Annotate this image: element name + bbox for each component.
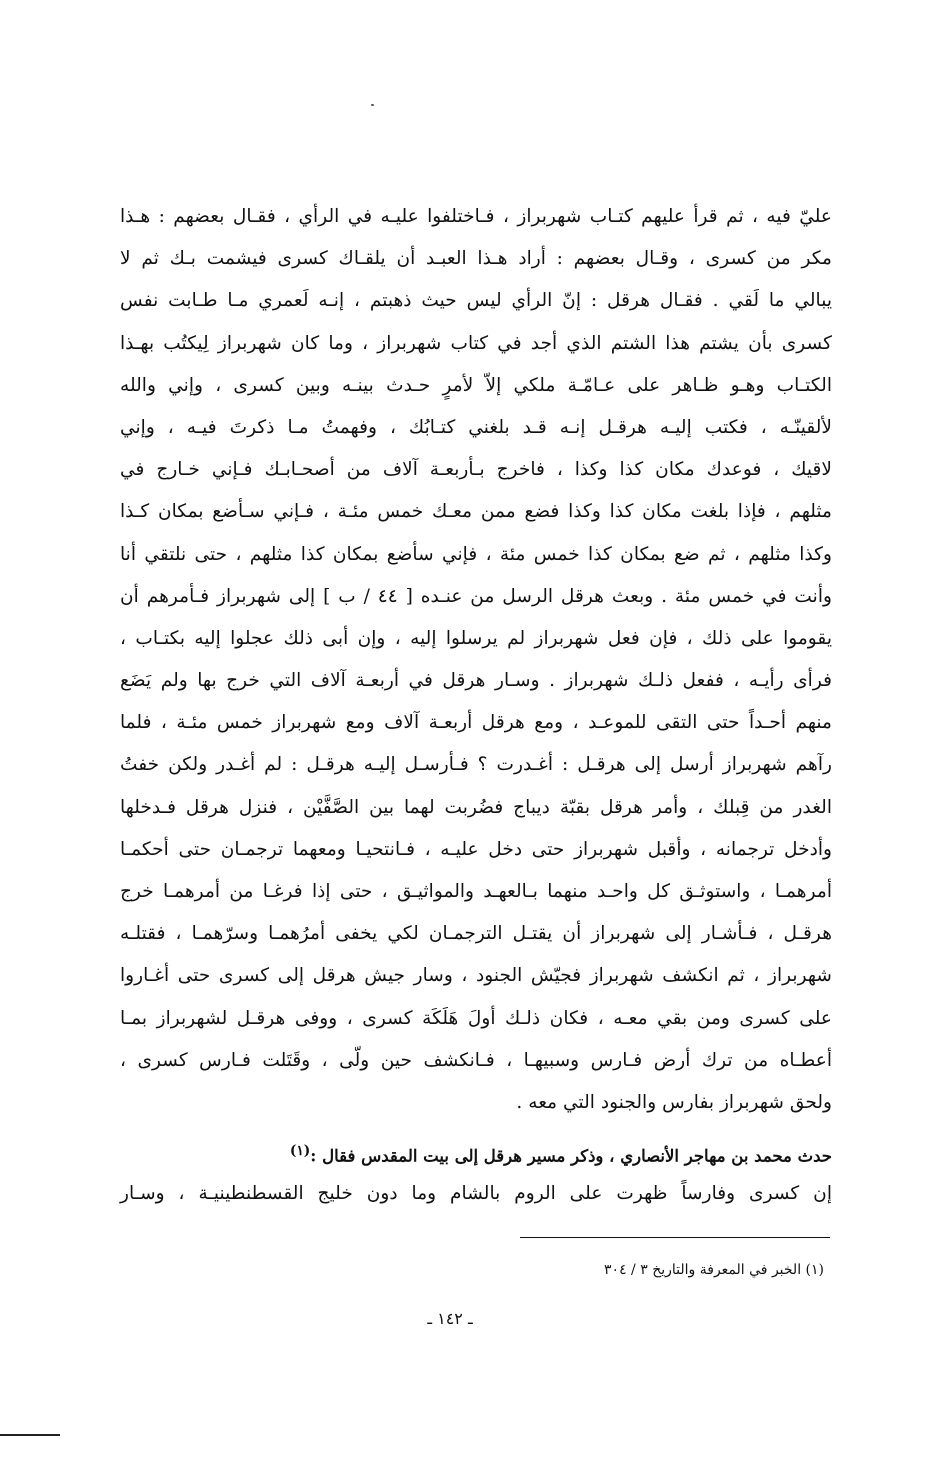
section-heading bbox=[120, 1136, 832, 1172]
text-line: عليّ فيه ، ثم قرأ عليهم كتـاب شهربراز ، فـاختلفوا عليـه في الرأي ، فقـال بعضهم : هـذا bbox=[120, 206, 832, 227]
text-line: وأنت في خمس مئة . وبعث هرقل الرسل من عنـده [ ٤٤ / ب ] إلى شهربراز فـأمرهم أن bbox=[120, 585, 832, 607]
text-line: شهربراز ، ثم انكشف شهربراز فجيّش الجنود ، وسار جيش هرقل إلى كسرى حتى أغـاروا bbox=[120, 965, 832, 987]
text-line: وأدخل ترجمانه ، وأقبل شهربراز حتى دخل عليـه ، فـانتحيـا ومعهما ترجمـان حتى أحكمـا bbox=[120, 838, 832, 860]
section-first-line: إن كسرى وفارساً ظهرت على الروم بالشام وما دون خليج القسطنطينيـة ، وسـار bbox=[120, 1183, 832, 1204]
text-line: هرقـل ، فـأشـار إلى شهربراز أن يقتـل الترجمـان لكي يخفى أمرُهمـا وسرّهمـا ، فقتلـه bbox=[120, 923, 832, 945]
text-line: أعطـاه من ترك أرض فـارس وسبيهـا ، فـانكشف حين ولّى ، وقَتَلت فـارس كسرى ، bbox=[120, 1049, 832, 1071]
text-line: منهم أحـداً حتى التقى للموعـد ، ومع هرقل أربعـة آلاف ومع شهربراز خمس مئـة ، فلما bbox=[120, 712, 832, 734]
text-line: كسرى بأن يشتم هذا الشتم الذي أجد في كتاب شهربراز ، وما كان شهربراز لِيكتُب بهـذا bbox=[120, 332, 832, 354]
text-line: أمرهمـا ، واستوثـق كل واحـد منهما بـالعهـد والمواثيـق ، حتى إذا فرغـا من أمرهمـا خرج bbox=[120, 881, 832, 902]
section-heading-text: حدث محمد بن مهاجر الأنصاري ، وذكر مسير هرقل إلى بيت المقدس فقال : bbox=[310, 1146, 832, 1166]
text-line: مثلهم ، فإذا بلغت مكان كذا وكذا فضع ممن معـك خمس مئـة ، فـإني سـأضع بمكان كـذا bbox=[120, 501, 832, 523]
text-line: مكر من كسرى ، وقـال بعضهم : أراد هـذا العبـد أن يلقـاك كسرى فيشمت بـك ثم لا bbox=[120, 248, 832, 270]
footnote: (١) الخبر في المعرفة والتاريخ ٣ / ٣٠٤ bbox=[604, 1262, 824, 1278]
text-line: لألقينّـه ، فكتب إليـه هرقـل إنـه قـد بلغني كتـابُك ، وفهمتُ مـا ذكرتَ فيـه ، وإني bbox=[120, 416, 832, 438]
footnote-reference: (١) bbox=[289, 1143, 311, 1159]
text-line: يبالي ما لَقي . فقـال هرقل : إنّ الرأي ليس حيث ذهبتم ، إنـه لَعمري مـا طـابت نفس bbox=[120, 290, 832, 312]
text-line: الغدر من قِبلك ، وأمر هرقل بقبّة ديباج فضُربت لهما بين الصَّفَّيْن ، فنزل هرقل فـدخلها bbox=[120, 796, 832, 818]
text-line: لاقيك ، فوعدك مكان كذا وكذا ، فاخرج بـأربعـة آلاف من أصحـابـك فـإني خـارج في bbox=[120, 459, 832, 481]
scan-edge-mark bbox=[0, 1434, 60, 1436]
text-line: على كسرى ومن بقي معـه ، فكان ذلـك أولَ هَلَكَة كسرى ، ووفى هرقـل لشهربراز بمـا bbox=[120, 1007, 832, 1029]
text-line: رآهم شهربراز أرسل إلى هرقـل : أغـدرت ؟ فـأرسـل إليـه هرقـل : لم أغـدر ولكن خفتُ bbox=[120, 754, 832, 776]
text-line: الكتـاب وهـو ظـاهر على عـامّـة ملكي إلاّ لأمرٍ حـدث بينـه وبين كسرى ، وإني والله bbox=[120, 374, 832, 396]
main-text-block bbox=[120, 196, 832, 1124]
text-line: فرأى رأيـه ، ففعل ذلـك شهربراز . وسـار هرقل في أربعـة آلاف التي خرج بها ولم يَضَع bbox=[120, 670, 832, 692]
scan-speck bbox=[371, 104, 374, 106]
text-line: يقوموا على ذلك ، فإن فعل شهربراز لم يرسلوا إليه ، وإن أبى ذلك عجلوا إليه بكتـاب ، bbox=[120, 627, 832, 649]
page-number: ـ ١٤٢ ـ bbox=[427, 1309, 473, 1328]
text-line-last: ولحق شهربراز بفارس والجنود التي معه . bbox=[516, 1091, 832, 1113]
footnote-separator bbox=[520, 1237, 830, 1238]
text-line: وكذا مثلهم ، ثم ضع بمكان كذا خمس مئة ، فإني سأضع بمكان كذا مثلهم ، حتى نلتقي أنا bbox=[120, 543, 832, 565]
